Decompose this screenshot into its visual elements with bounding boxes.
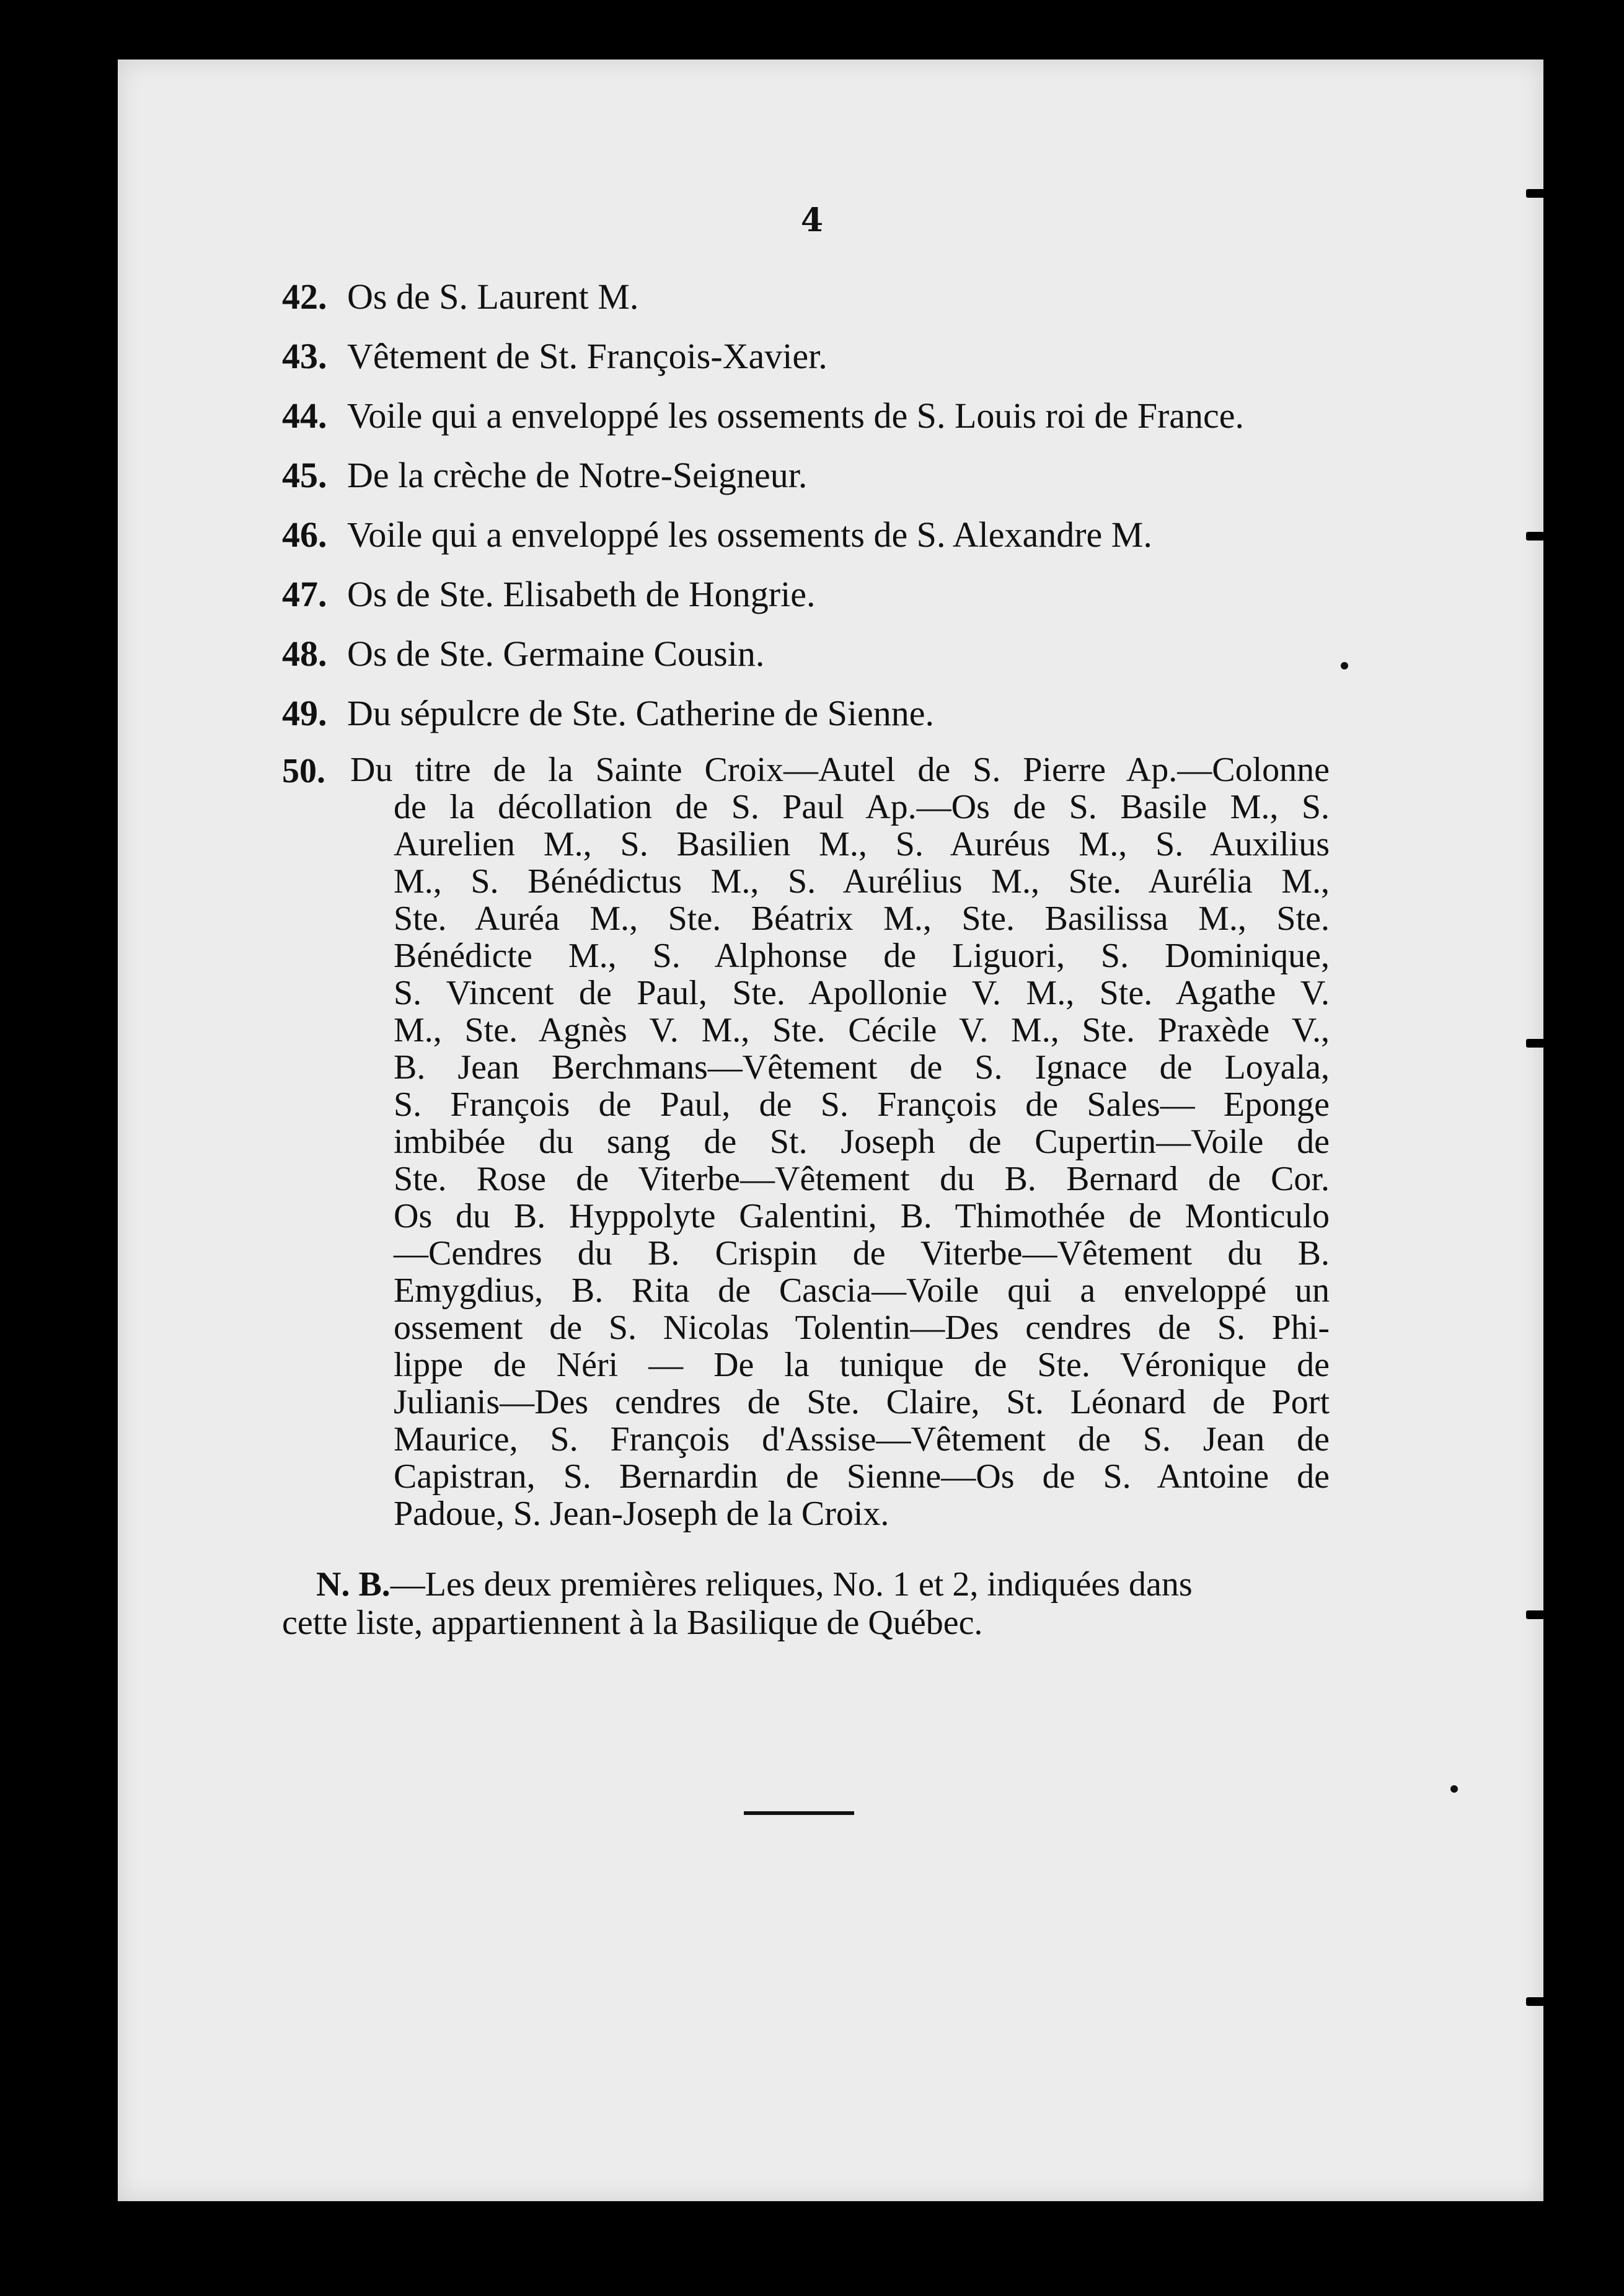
item-text: Vêtement de St. François-Xavier. bbox=[347, 335, 827, 376]
list-item bbox=[282, 386, 1336, 445]
page-edge-mark bbox=[1526, 1997, 1545, 2006]
nota-bene-text: —Les deux premières reliques, No. 1 et 2, indiquées dans bbox=[390, 1565, 1193, 1604]
list-item bbox=[282, 564, 1336, 624]
item-text: Os de Ste. Germaine Cousin. bbox=[347, 633, 765, 674]
relic-list bbox=[282, 267, 1336, 743]
item-text: Du sépulcre de Ste. Catherine de Sienne. bbox=[347, 692, 935, 733]
list-item bbox=[282, 505, 1336, 564]
item-number: 43. bbox=[282, 335, 327, 376]
item-text: De la crèche de Notre-Seigneur. bbox=[347, 454, 808, 495]
paragraph-line: Os du B. Hyppolyte Galentini, B. Thimothée de Monticulo bbox=[394, 1197, 1330, 1235]
paragraph-line: S. François de Paul, de S. François de Sales— Eponge bbox=[394, 1085, 1330, 1124]
paragraph-line: Ste. Auréa M., Ste. Béatrix M., Ste. Basilissa M., Ste. bbox=[394, 899, 1330, 938]
paragraph-line: Bénédicte M., S. Alphonse de Liguori, S. Dominique, bbox=[394, 937, 1330, 975]
item-paragraph bbox=[350, 751, 1330, 1533]
paragraph-line: Emygdius, B. Rita de Cascia—Voile qui a enveloppé un bbox=[394, 1271, 1330, 1310]
list-item bbox=[282, 445, 1336, 505]
speck bbox=[1450, 1785, 1458, 1793]
page-edge-mark bbox=[1526, 532, 1545, 541]
paragraph-line: de la décollation de S. Paul Ap.—Os de S. Basile M., S. bbox=[394, 788, 1330, 826]
paragraph-line: lippe de Néri — De la tunique de Ste. Véronique de bbox=[394, 1346, 1330, 1384]
paragraph-line: Julianis—Des cendres de Ste. Claire, St. Léonard de Port bbox=[394, 1383, 1330, 1421]
paragraph-line: Maurice, S. François d'Assise—Vêtement de S. Jean de bbox=[394, 1420, 1330, 1459]
item-number: 47. bbox=[282, 573, 327, 614]
page-edge-mark bbox=[1526, 189, 1545, 198]
item-text: Os de S. Laurent M. bbox=[347, 276, 639, 317]
nota-bene-label: N. B. bbox=[316, 1565, 391, 1604]
item-text: Voile qui a enveloppé les ossements de S. Alexandre M. bbox=[347, 514, 1152, 555]
paragraph-line: M., Ste. Agnès V. M., Ste. Cécile V. M., Ste. Praxède V., bbox=[394, 1011, 1330, 1049]
paragraph-line: S. Vincent de Paul, Ste. Apollonie V. M., Ste. Agathe V. bbox=[394, 974, 1330, 1012]
paragraph-line: —Cendres du B. Crispin de Viterbe—Vêtement du B. bbox=[394, 1234, 1330, 1273]
list-item bbox=[282, 683, 1336, 743]
paragraph-line: M., S. Bénédictus M., S. Aurélius M., Ste. Aurélia M., bbox=[394, 862, 1330, 901]
paragraph-line: Du titre de la Sainte Croix—Autel de S. Pierre Ap.—Colonne bbox=[350, 751, 1330, 789]
speck bbox=[1341, 662, 1348, 669]
item-number: 49. bbox=[282, 692, 327, 733]
paragraph-line: Padoue, S. Jean-Joseph de la Croix. bbox=[394, 1495, 889, 1533]
paragraph-line: Aurelien M., S. Basilien M., S. Auréus M., S. Auxilius bbox=[394, 825, 1330, 863]
item-text: Voile qui a enveloppé les ossements de S. Louis roi de France. bbox=[347, 395, 1245, 436]
nota-bene-line bbox=[282, 1565, 1323, 1604]
nota-bene-line: cette liste, appartiennent à la Basilique de Québec. bbox=[282, 1604, 983, 1642]
list-item bbox=[282, 326, 1336, 386]
item-number: 45. bbox=[282, 454, 327, 495]
paragraph-line: ossement de S. Nicolas Tolentin—Des cendres de S. Phi- bbox=[394, 1309, 1330, 1347]
page-number: 4 bbox=[800, 201, 824, 239]
list-item bbox=[282, 267, 1336, 326]
paragraph-line: imbibée du sang de St. Joseph de Cupertin—Voile de bbox=[394, 1123, 1330, 1161]
paragraph-line: Capistran, S. Bernardin de Sienne—Os de S. Antoine de bbox=[394, 1457, 1330, 1496]
item-number: 50. bbox=[282, 752, 325, 790]
item-number: 44. bbox=[282, 395, 327, 436]
item-number: 42. bbox=[282, 276, 327, 317]
list-item bbox=[282, 624, 1336, 683]
item-number: 48. bbox=[282, 633, 327, 674]
paragraph-line: B. Jean Berchmans—Vêtement de S. Ignace de Loyala, bbox=[394, 1048, 1330, 1087]
page-edge-mark bbox=[1526, 1039, 1545, 1048]
nota-bene bbox=[282, 1565, 1323, 1642]
paragraph-line: Ste. Rose de Viterbe—Vêtement du B. Bernard de Cor. bbox=[394, 1160, 1330, 1198]
page-edge-mark bbox=[1526, 1610, 1545, 1619]
item-text: Os de Ste. Elisabeth de Hongrie. bbox=[347, 573, 816, 614]
item-number: 46. bbox=[282, 514, 327, 555]
end-rule bbox=[744, 1811, 854, 1815]
